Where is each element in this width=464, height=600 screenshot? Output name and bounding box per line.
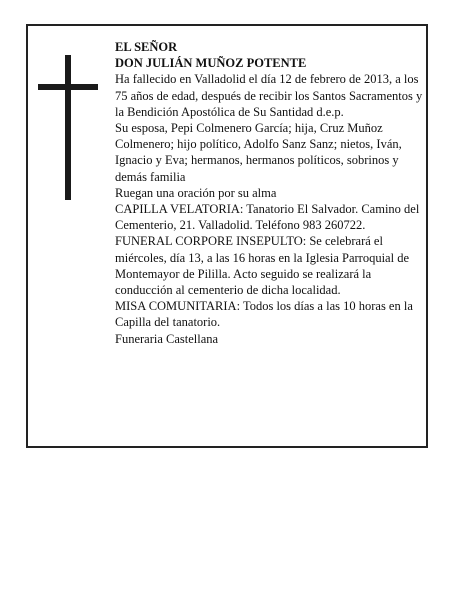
cross-icon — [38, 55, 98, 200]
obituary-notice — [26, 24, 428, 448]
cross-vertical-bar — [65, 55, 71, 200]
funeral-home-name: Funeraria Castellana — [115, 331, 219, 346]
prayer-request: Ruegan una oración por su alma — [115, 185, 277, 200]
family-list: Su esposa, Pepi Colmenero García; hija, Cruz Muñoz Colmenero; hijo político, Adolfo Sanz Sanz; nietos, Iván, Ignacio y Eva; hermanos, hermanos políticos, sobrinos y demás familia — [115, 121, 402, 184]
wake-chapel-info: CAPILLA VELATORIA: Tanatorio El Salvador. Camino del Cementerio, 21. Valladolid. Teléfono 983 260722. — [115, 202, 420, 233]
deceased-name: DON JULIÁN MUÑOZ POTENTE — [115, 56, 307, 71]
cross-horizontal-bar — [38, 84, 98, 90]
notice-title-honorific: EL SEÑOR — [115, 40, 178, 54]
notice-text-block — [115, 39, 425, 347]
death-announcement: Ha fallecido en Valladolid el día 12 de febrero de 2013, a los 75 años de edad, después de recibir los Santos Sacramentos y la Bendición Apostólica de Su Santidad d.e.p. — [115, 72, 423, 119]
funeral-info: FUNERAL CORPORE INSEPULTO: Se celebrará el miércoles, día 13, a las 16 horas en la Iglesia Parroquial de Montemayor de Pililla. Acto seguido se realizará la conducción al cementerio de dicha localidad. — [115, 234, 410, 298]
mass-info: MISA COMUNITARIA: Todos los días a las 10 horas en la Capilla del tanatorio. — [115, 299, 413, 330]
